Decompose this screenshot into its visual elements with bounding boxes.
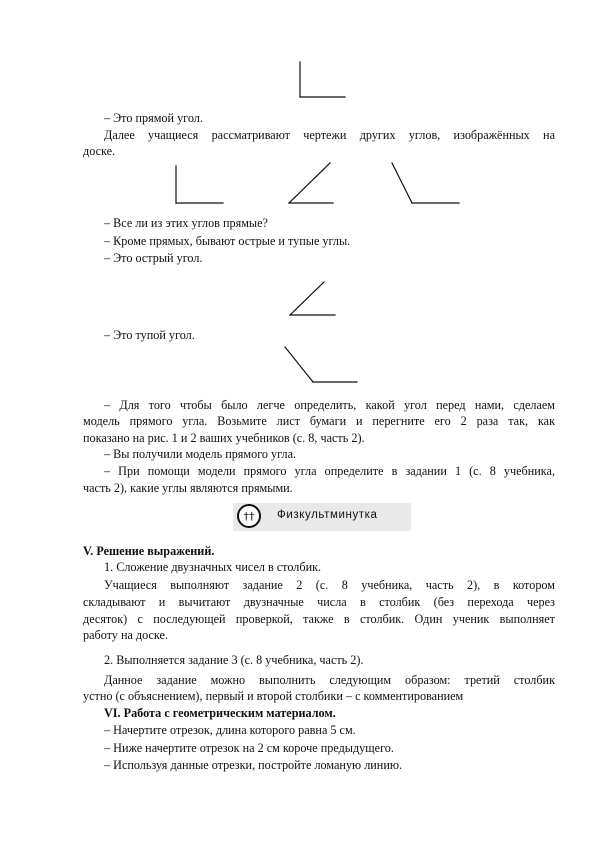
text-line: – Начертите отрезок, длина которого равна 5 см. [104, 723, 356, 737]
text-line: – Это острый угол. [104, 251, 203, 265]
text-line: складывают и вычитают двузначные числа в столбик (без перехода через [83, 595, 555, 609]
text-line: – Вы получили модель прямого угла. [104, 447, 297, 461]
text-line: – При помощи модели прямого угла определите в задании 1 (с. 8 учебника, [104, 464, 555, 478]
text-line: десяток) с последующей проверкой, также в столбик. Один ученик выполняет [83, 612, 555, 626]
section-heading: V. Решение выражений. [83, 544, 215, 558]
text-line: – Ниже начертите отрезок на 2 см короче предыдущего. [104, 741, 394, 755]
text-line: – Это тупой угол. [104, 328, 195, 342]
text-line: – Все ли из этих углов прямые? [104, 216, 268, 230]
text-line: доске. [83, 144, 116, 158]
acute-angle-figure [290, 282, 335, 315]
text-line: Далее учащиеся рассматривают чертежи других углов, изображённых на [104, 128, 555, 142]
text-line: Учащиеся выполняют задание 2 (с. 8 учебника, часть 2), в котором [104, 578, 555, 592]
acute-angle-sample [289, 163, 333, 203]
right-angle-sample [176, 166, 223, 203]
text-line: 2. Выполняется задание 3 (с. 8 учебника, часть 2). [104, 653, 364, 667]
text-line: Данное задание можно выполнить следующим образом: третий столбик [104, 673, 555, 687]
text-line: модель прямого угла. Возьмите лист бумаги и перегните его 2 раза так, как [83, 414, 555, 428]
two-people-icon: †† [237, 504, 261, 528]
fizkultminutka-banner [233, 503, 411, 531]
obtuse-angle-figure [285, 347, 357, 382]
text-line: – Кроме прямых, бывают острые и тупые углы. [104, 234, 351, 248]
text-line: показано на рис. 1 и 2 ваших учебников (с. 8, часть 2). [83, 431, 365, 445]
section-heading: VI. Работа с геометрическим материалом. [104, 706, 336, 720]
text-line: работу на доске. [83, 628, 169, 642]
right-angle-figure [300, 62, 345, 97]
obtuse-angle-sample [392, 163, 459, 203]
text-line: – Это прямой угол. [104, 111, 203, 125]
fizkultminutka-label: Физкультминутка [277, 509, 378, 521]
text-line: 1. Сложение двузначных чисел в столбик. [104, 560, 322, 574]
text-line: часть 2), какие углы являются прямыми. [83, 481, 293, 495]
text-line: – Используя данные отрезки, постройте ломаную линию. [104, 758, 403, 772]
text-line: – Для того чтобы было легче определить, какой угол перед нами, сделаем [104, 398, 555, 412]
text-line: устно (с объяснением), первый и второй столбики – с комментированием [83, 689, 464, 703]
